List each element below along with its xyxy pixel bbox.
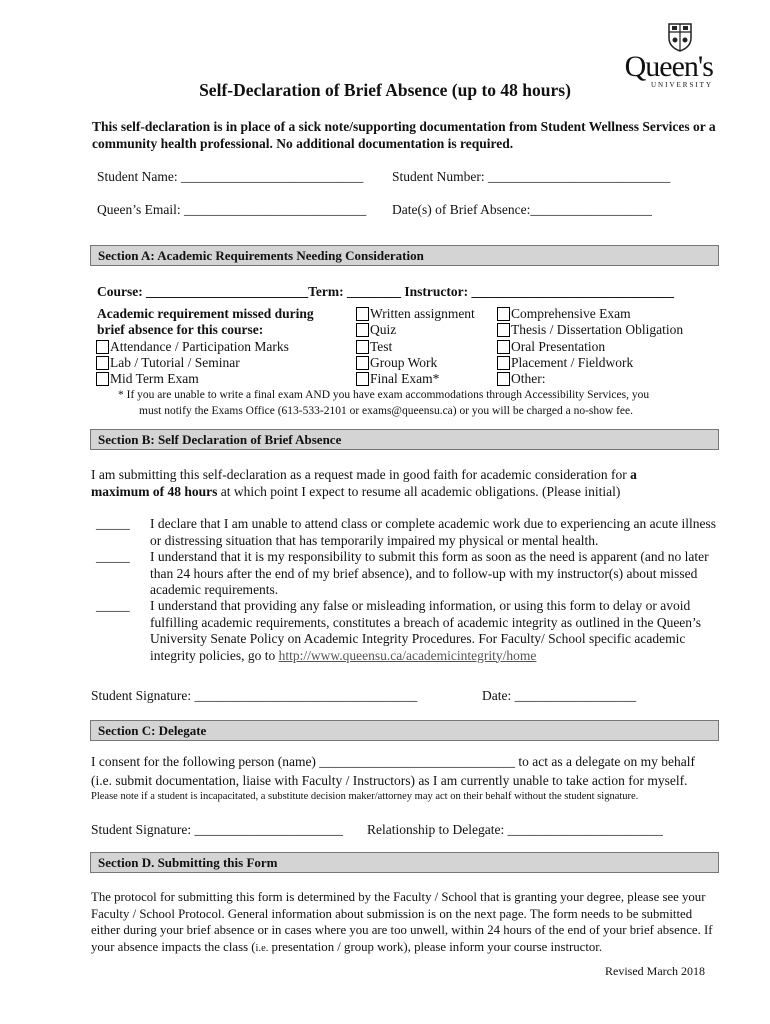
email-field[interactable]: Queen’s Email: ___________________________ xyxy=(97,202,367,217)
student-signature-c[interactable]: Student Signature: ______________________ xyxy=(91,822,343,837)
section-d-body: The protocol for submitting this form is determined by the Faculty / School that is granting your degree, please see your Faculty / School Protocol. General information about submission is on the next page. The form needs to be submitted either during your brief absence or in cases where you are too unwell, within 24 hours of the end of your brief absence. If your absence impacts the class (i.e. presentation / group work), please inform your course instructor. xyxy=(91,890,713,954)
exam-note-2: must notify the Exams Office (613-533-2101 or exams@queensu.ca) or you will be charged a no-show fee. xyxy=(139,405,633,417)
delegate-line-1[interactable]: I consent for the following person (name) _____________________________ to act as a delegate on my behalf xyxy=(91,754,695,769)
section-b-header: Section B: Self Declaration of Brief Absence xyxy=(90,429,719,450)
relationship-field[interactable]: Relationship to Delegate: _______________________ xyxy=(367,822,663,837)
checkbox-icon[interactable] xyxy=(356,340,369,354)
course-term-instructor-field[interactable]: Course: ________________________Term: ________ Instructor: ______________________________ xyxy=(97,284,674,299)
intro-text: This self-declaration is in place of a sick note/supporting documentation from Student Wellness Services or a community health professional. No additional documentation is required. xyxy=(92,119,716,151)
logo-university: UNIVERSITY xyxy=(651,81,713,89)
declaration-1: I declare that I am unable to attend class or complete academic work due to experiencing an acute illness or distressing situation that has temporarily impaired my physical or mental health. xyxy=(150,516,717,548)
date-field[interactable]: Date: __________________ xyxy=(482,688,637,703)
exam-note-1: * If you are unable to write a final exam AND you have exam accommodations through Accessibility Services, you xyxy=(118,389,650,401)
checkbox-icon[interactable] xyxy=(96,340,109,354)
section-c-header: Section C: Delegate xyxy=(90,720,719,741)
student-name-field[interactable]: Student Name: ___________________________ xyxy=(97,169,364,184)
initial-blank-3[interactable]: _____ xyxy=(96,598,130,613)
checkbox-icon[interactable] xyxy=(96,356,109,370)
initial-blank-1[interactable]: _____ xyxy=(96,516,130,531)
checkbox-final-exam[interactable]: Final Exam* xyxy=(356,371,439,387)
delegate-line-2: (i.e. submit documentation, liaise with Faculty / Instructors) as I am currently unable to take action for myself. xyxy=(91,773,688,788)
checkbox-midterm[interactable]: Mid Term Exam xyxy=(96,371,199,387)
student-signature-b[interactable]: Student Signature: _________________________________ xyxy=(91,688,418,703)
checkbox-placement[interactable]: Placement / Fieldwork xyxy=(497,355,633,371)
section-d-header: Section D. Submitting this Form xyxy=(90,852,719,873)
revision-date: Revised March 2018 xyxy=(605,964,705,978)
checkbox-oral[interactable]: Oral Presentation xyxy=(497,339,605,355)
crest-icon xyxy=(667,22,693,52)
checkbox-lab[interactable]: Lab / Tutorial / Seminar xyxy=(96,355,240,371)
checkbox-quiz[interactable]: Quiz xyxy=(356,322,396,338)
section-b-intro: I am submitting this self-declaration as a request made in good faith for academic consideration for a maximum of 48 hours at which point I expect to resume all academic obligations. (Please initial) xyxy=(91,467,637,499)
checkbox-written[interactable]: Written assignment xyxy=(356,306,475,322)
section-a-header: Section A: Academic Requirements Needing Consideration xyxy=(90,245,719,266)
checkbox-attendance[interactable]: Attendance / Participation Marks xyxy=(96,339,289,355)
checkbox-icon[interactable] xyxy=(497,372,510,386)
checkbox-icon[interactable] xyxy=(356,356,369,370)
checkbox-test[interactable]: Test xyxy=(356,339,392,355)
checkbox-icon[interactable] xyxy=(356,307,369,321)
checkbox-icon[interactable] xyxy=(497,356,510,370)
checkbox-icon[interactable] xyxy=(497,307,510,321)
checkbox-icon[interactable] xyxy=(497,323,510,337)
checkbox-icon[interactable] xyxy=(96,372,109,386)
absence-dates-field[interactable]: Date(s) of Brief Absence:__________________ xyxy=(392,202,652,217)
missed-title-1: Academic requirement missed during xyxy=(97,306,314,321)
checkbox-icon[interactable] xyxy=(356,323,369,337)
checkbox-icon[interactable] xyxy=(497,340,510,354)
delegate-note: Please note if a student is incapacitated, a substitute decision maker/attorney may act on their behalf without the student signature. xyxy=(91,791,639,802)
checkbox-icon[interactable] xyxy=(356,372,369,386)
initial-blank-2[interactable]: _____ xyxy=(96,549,130,564)
checkbox-group-work[interactable]: Group Work xyxy=(356,355,437,371)
missed-title-2: brief absence for this course: xyxy=(97,322,264,337)
declaration-3: I understand that providing any false or misleading information, or using this form to delay or avoid fulfilling academic requirements, constitutes a breach of academic integrity as outlined in the Queen’s University Senate Policy on Academic Integrity Procedures. For Faculty/ School specific academic integrity policies, go to http://www.queensu.ca/academicintegrity/home xyxy=(150,598,702,663)
logo-wordmark: Queen's xyxy=(624,50,713,83)
academic-integrity-link[interactable]: http://www.queensu.ca/academicintegrity/home xyxy=(278,647,537,663)
page-title: Self-Declaration of Brief Absence (up to 48 hours) xyxy=(199,80,571,100)
checkbox-other[interactable]: Other: xyxy=(497,371,546,387)
declaration-2: I understand that it is my responsibility to submit this form as soon as the need is apparent (and no later than 24 hours after the end of my brief absence), and to follow-up with my instructor(s) about missed academic requirements. xyxy=(150,549,709,597)
checkbox-comprehensive[interactable]: Comprehensive Exam xyxy=(497,306,631,322)
student-number-field[interactable]: Student Number: ___________________________ xyxy=(392,169,671,184)
checkbox-thesis[interactable]: Thesis / Dissertation Obligation xyxy=(497,322,683,338)
